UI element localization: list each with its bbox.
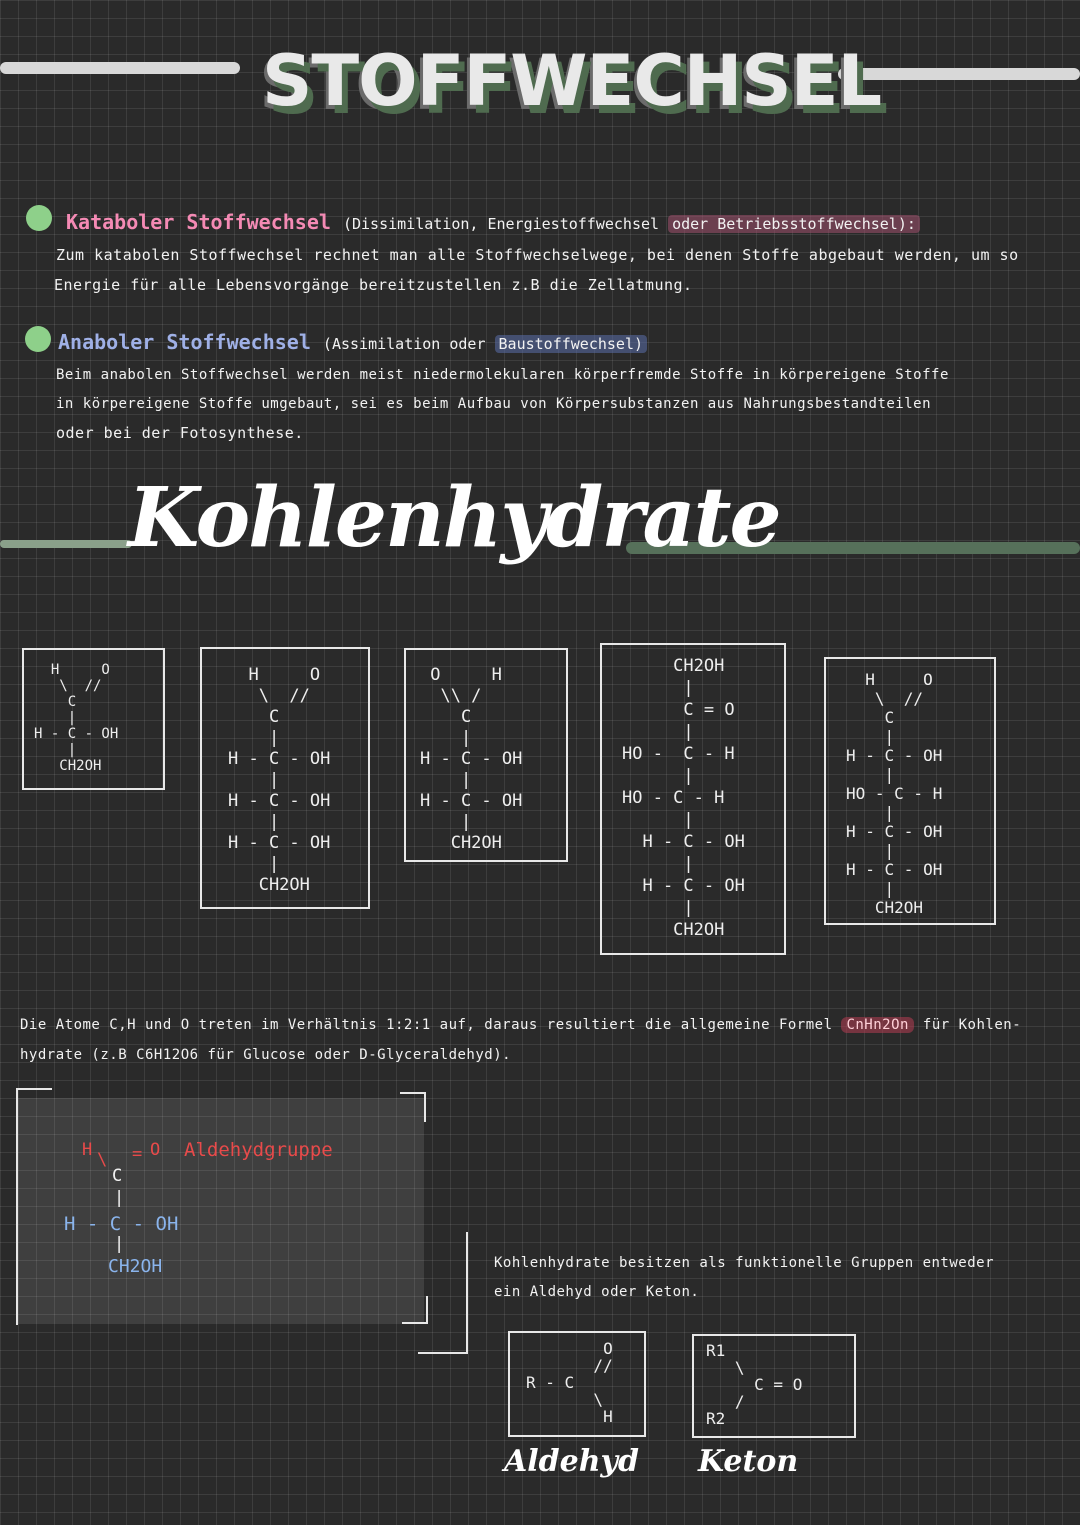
bracket-right-long — [418, 1232, 468, 1354]
kataboler-subtitle-highlight: oder Betriebsstoffwechsel): — [668, 215, 920, 233]
structure-aldopentose: H O \ // C | H - C - OH | H - C - OH | H - C - OH | CH2OH — [228, 665, 331, 895]
aldehyd-bond-h: \ — [97, 1150, 108, 1170]
page-title: STOFFWECHSEL — [262, 40, 882, 122]
kataboler-subtitle: (Dissimilation, Energiestoffwechsel — [342, 215, 669, 233]
anaboler-subtitle: (Assimilation oder — [322, 335, 495, 353]
ratio-text-part1: Die Atome C,H und O treten im Verhältnis 1:2:1 auf, daraus resultiert die allgemeine Formel — [20, 1017, 833, 1033]
kh-bar-left — [0, 540, 132, 548]
bullet-dot-anaboler — [25, 326, 51, 352]
kohlenhydrate-heading: Kohlenhydrate — [128, 470, 780, 566]
bracket-top-left — [16, 1088, 52, 1325]
aldehyd-o: O — [150, 1140, 161, 1160]
ratio-line-1 — [20, 1010, 1021, 1040]
aldehyd-bond-o: = — [132, 1144, 143, 1164]
aldehydgruppe-label: Aldehydgruppe — [184, 1139, 333, 1161]
anaboler-line-2: in körpereigene Stoffe umgebaut, sei es beim Aufbau von Körpersubstanzen aus Nahrungsbestandteilen — [56, 396, 932, 412]
aldehyd-hcoh: H - C - OH — [64, 1213, 179, 1235]
kataboler-line-2: Energie für alle Lebensvorgänge bereitzustellen z.B die Zellatmung. — [54, 276, 693, 294]
anaboler-subtitle-highlight: Baustoffwechsel) — [495, 335, 648, 353]
aldehyd-c: C — [112, 1166, 123, 1186]
structure-aldotetrose: O H \\ / C | H - C - OH | H - C - OH | CH2OH — [420, 665, 523, 853]
kataboler-heading — [66, 210, 920, 234]
anaboler-line-3: oder bei der Fotosynthese. — [56, 424, 304, 442]
anaboler-heading — [58, 330, 647, 354]
anaboler-title: Anaboler Stoffwechsel — [58, 330, 311, 354]
aldehyd-bond-down: | — [114, 1188, 125, 1208]
title-bar-left — [0, 62, 240, 74]
ratio-text-part2: für Kohlen- — [922, 1017, 1022, 1033]
general-formula: CnHn2On — [841, 1017, 914, 1033]
functional-line-2: ein Aldehyd oder Keton. — [494, 1284, 700, 1300]
aldehydgruppe-panel — [18, 1098, 424, 1324]
aldehyd-structure: O // R - C \ H — [526, 1339, 613, 1426]
aldehyd-label: Aldehyd — [504, 1444, 639, 1479]
keton-label: Keton — [698, 1444, 799, 1479]
aldehyd-bond-down-2: | — [114, 1234, 125, 1254]
functional-line-1: Kohlenhydrate besitzen als funktionelle Gruppen entweder — [494, 1255, 995, 1271]
bracket-top-right — [400, 1092, 426, 1122]
aldehyd-ch2oh: CH2OH — [108, 1256, 163, 1277]
bullet-dot-kataboler — [26, 205, 52, 231]
kataboler-title: Kataboler Stoffwechsel — [66, 210, 331, 234]
aldehyd-h: H — [82, 1140, 93, 1160]
structure-glyceraldehyd: H O \ // C | H - C - OH | CH2OH — [34, 662, 119, 774]
structure-glucose: H O \ // C | H - C - OH | HO - C - H | H - C - OH | H - C - OH | CH2OH — [846, 670, 943, 917]
kataboler-line-1: Zum katabolen Stoffwechsel rechnet man alle Stoffwechselwege, bei denen Stoffe abgebaut werden, um so — [56, 246, 1019, 264]
structure-fructose: CH2OH | C = O | HO - C - H | HO - C - H | H - C - OH | H - C - OH | CH2OH — [622, 656, 745, 940]
keton-structure: R1 \ C = O / R2 — [706, 1341, 803, 1428]
ratio-line-2: hydrate (z.B C6H12O6 für Glucose oder D-Glyceraldehyd). — [20, 1047, 512, 1063]
anaboler-line-1: Beim anabolen Stoffwechsel werden meist niedermolekularen körperfremde Stoffe in körpereigene Stoffe — [56, 367, 949, 383]
